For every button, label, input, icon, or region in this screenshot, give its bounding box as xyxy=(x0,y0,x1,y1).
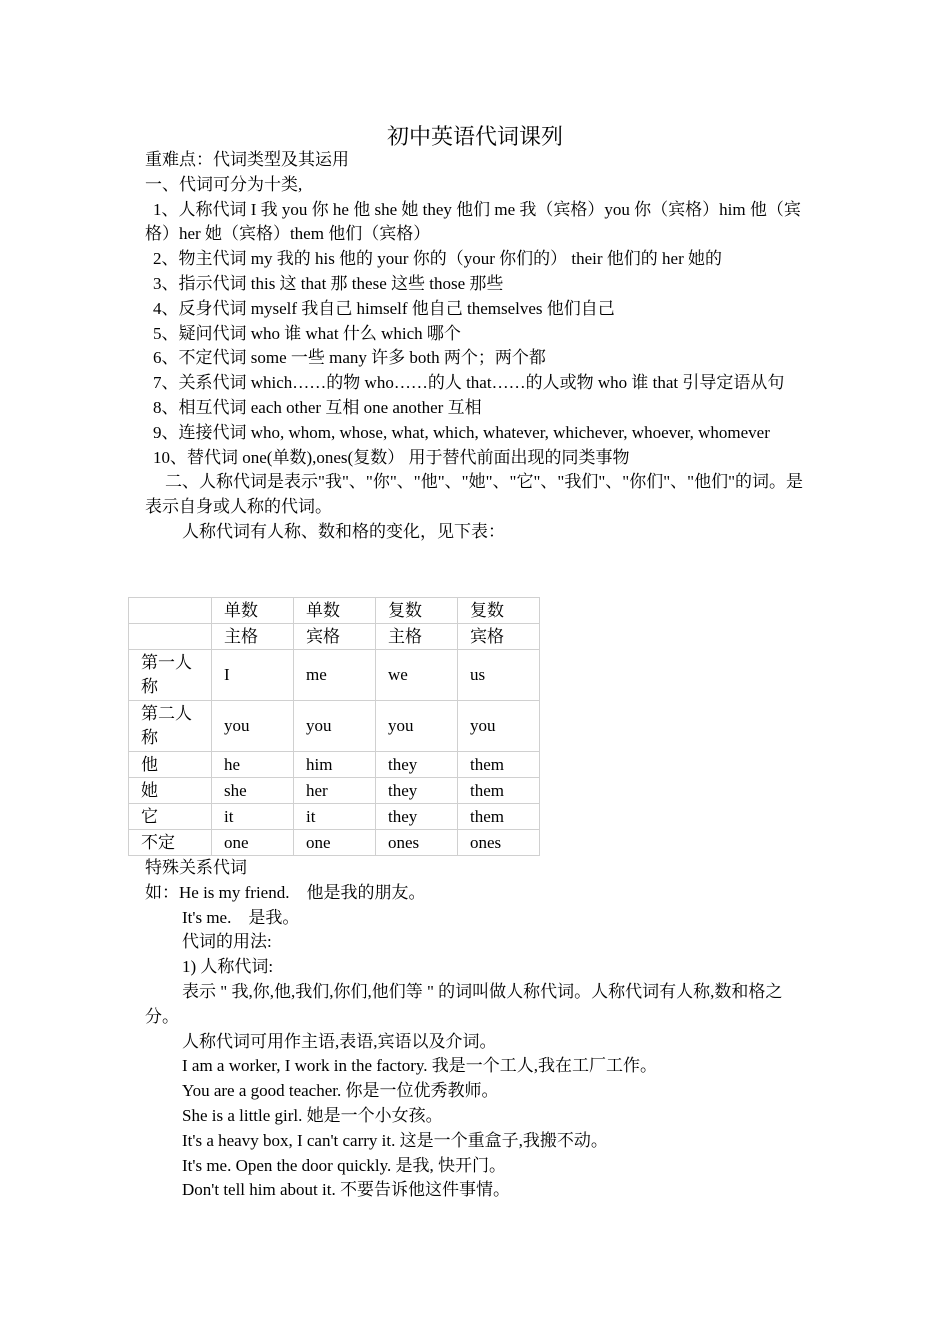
table-cell: one xyxy=(212,830,294,856)
list-item: 1、人称代词 I 我 you 你 he 他 she 她 they 他们 me 我（宾格）you 你（宾格）him 他（宾格）her 她（宾格）them 他们（宾格） xyxy=(145,199,801,244)
table-cell: ones xyxy=(458,830,540,856)
table-cell: them xyxy=(458,804,540,830)
example-line: 如：He is my friend. 他是我的朋友。 xyxy=(145,882,426,902)
table-row xyxy=(129,778,540,804)
section-two-paragraph: 二、人称代词是表示"我"、"你"、"他"、"她"、"它"、"我们"、"你们"、"他们"的词。是表示自身或人称的代词。 xyxy=(145,472,804,517)
table-cell: 第二人称 xyxy=(129,701,212,752)
table-header-row xyxy=(129,624,540,650)
table-cell: me xyxy=(294,650,376,701)
intro-section xyxy=(145,148,810,545)
list-item: 2、物主代词 my 我的 his 他的 your 你的（your 你们的） their 他们的 her 她的 xyxy=(153,249,722,269)
list-item: 10、替代词 one(单数),ones(复数） 用于替代前面出现的同类事物 xyxy=(153,447,630,467)
example-line: She is a little girl. 她是一个小女孩。 xyxy=(182,1105,443,1125)
table-cell: 主格 xyxy=(212,624,294,650)
example-line: It's me. Open the door quickly. 是我, 快开门。 xyxy=(182,1155,506,1175)
list-item: 8、相互代词 each other 互相 one another 互相 xyxy=(153,397,482,417)
list-item: 9、连接代词 who, whom, whose, what, which, whatever, whichever, whoever, whomever xyxy=(153,422,770,442)
table-cell: one xyxy=(294,830,376,856)
table-cell: them xyxy=(458,752,540,778)
table-cell: 第一人称 xyxy=(129,650,212,701)
table-cell: 不定 xyxy=(129,830,212,856)
table-cell: she xyxy=(212,778,294,804)
table-cell: 宾格 xyxy=(294,624,376,650)
key-points-line: 重难点：代词类型及其运用 xyxy=(145,150,349,169)
table-cell: it xyxy=(212,804,294,830)
table-cell: it xyxy=(294,804,376,830)
subsection-heading: 1) 人称代词: xyxy=(182,957,274,977)
table-row xyxy=(129,752,540,778)
table-cell: you xyxy=(294,701,376,752)
table-cell: 单数 xyxy=(212,598,294,624)
table-cell: them xyxy=(458,778,540,804)
example-line: It's me. 是我。 xyxy=(182,907,300,927)
example-line: It's a heavy box, I can't carry it. 这是一个重盒子,我搬不动。 xyxy=(182,1130,608,1150)
table-cell: us xyxy=(458,650,540,701)
table-row xyxy=(129,650,540,701)
usage-heading: 代词的用法: xyxy=(182,932,272,952)
list-item: 3、指示代词 this 这 that 那 these 这些 those 那些 xyxy=(153,273,504,293)
table-row xyxy=(129,701,540,752)
definition-paragraph: 表示 " 我,你,他,我们,你们,他们等 " 的词叫做人称代词。人称代词有人称,数和格之分。 xyxy=(145,981,783,1026)
usage-section xyxy=(145,856,810,1203)
list-item: 7、关系代词 which……的物 who……的人 that……的人或物 who 谁 that 引导定语从句 xyxy=(153,373,785,393)
list-item: 5、疑问代词 who 谁 what 什么 which 哪个 xyxy=(153,323,461,343)
table-header-row xyxy=(129,598,540,624)
table-cell: you xyxy=(458,701,540,752)
table-cell: 主格 xyxy=(376,624,458,650)
table-cell: you xyxy=(212,701,294,752)
table-cell: 他 xyxy=(129,752,212,778)
usage-note: 人称代词可用作主语,表语,宾语以及介词。 xyxy=(182,1031,497,1051)
table-cell: 复数 xyxy=(376,598,458,624)
list-item: 4、反身代词 myself 我自己 himself 他自己 themselves 他们自己 xyxy=(153,298,615,318)
table-cell: her xyxy=(294,778,376,804)
example-line: Don't tell him about it. 不要告诉他这件事情。 xyxy=(182,1180,510,1200)
table-cell: they xyxy=(376,752,458,778)
table-cell: 她 xyxy=(129,778,212,804)
table-cell: 复数 xyxy=(458,598,540,624)
section-one-heading: 一、代词可分为十类, xyxy=(145,174,303,194)
page-title: 初中英语代词课列 xyxy=(386,124,563,149)
table-cell: I xyxy=(212,650,294,701)
table-row xyxy=(129,830,540,856)
table-row xyxy=(129,804,540,830)
table-caption: 人称代词有人称、数和格的变化，见下表： xyxy=(182,521,505,541)
personal-pronoun-table xyxy=(128,597,540,856)
table-cell xyxy=(129,598,212,624)
table-cell: we xyxy=(376,650,458,701)
special-pronoun-heading: 特殊关系代词 xyxy=(145,858,247,877)
table-cell: him xyxy=(294,752,376,778)
table-cell: they xyxy=(376,778,458,804)
table-cell: ones xyxy=(376,830,458,856)
list-item: 6、不定代词 some 一些 many 许多 both 两个；两个都 xyxy=(153,348,546,368)
table-cell: 单数 xyxy=(294,598,376,624)
table-cell xyxy=(129,624,212,650)
table-cell: they xyxy=(376,804,458,830)
table-cell: 宾格 xyxy=(458,624,540,650)
example-line: You are a good teacher. 你是一位优秀教师。 xyxy=(182,1081,499,1101)
table-cell: you xyxy=(376,701,458,752)
example-line: I am a worker, I work in the factory. 我是一个工人,我在工厂工作。 xyxy=(182,1056,658,1076)
table-cell: 它 xyxy=(129,804,212,830)
table-cell: he xyxy=(212,752,294,778)
